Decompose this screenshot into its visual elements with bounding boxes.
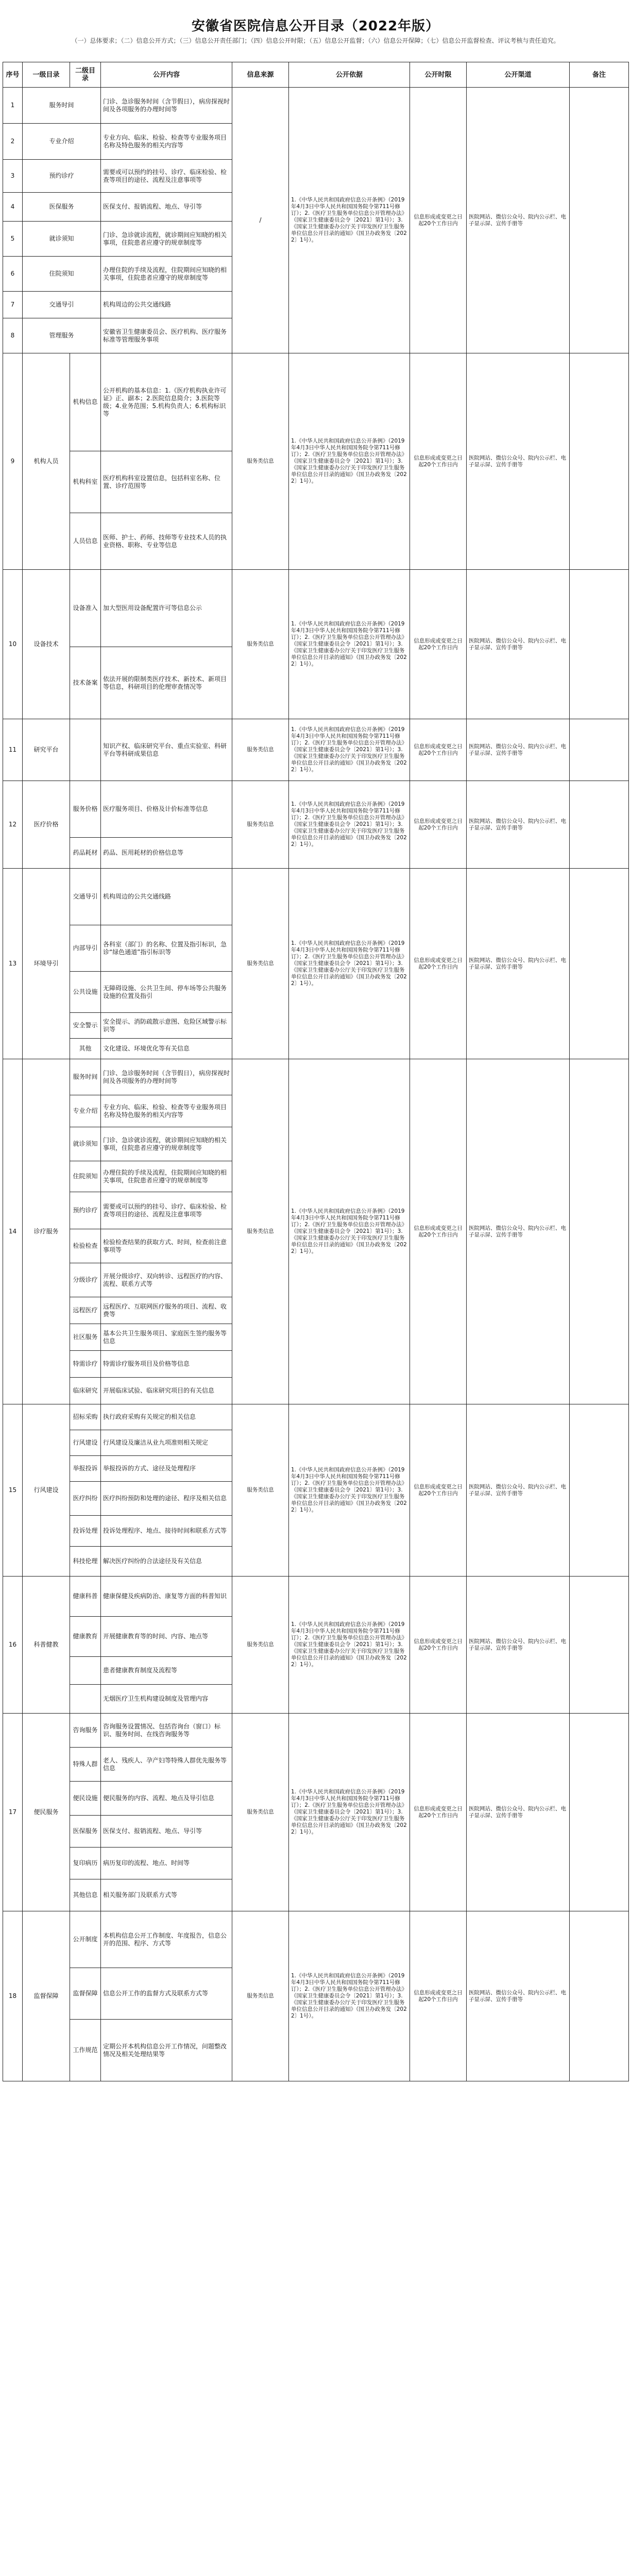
level2-cell: 健康科普 xyxy=(70,1577,101,1617)
row-number: 14 xyxy=(3,1059,23,1404)
content-cell: 公开机构的基本信息：1.《医疗机构执业许可证》正、副本；2.医院信息简介；3.医院等级；4.业务范围；5.机构负责人；6.机构标识等 xyxy=(101,353,232,451)
row-number: 13 xyxy=(3,869,23,1059)
content-cell: 检验检查结果的获取方式、时间，检查前注意事项等 xyxy=(101,1229,232,1263)
content-cell: 远程医疗、互联网医疗服务的项目、流程、收费等 xyxy=(101,1297,232,1324)
table-row xyxy=(3,1577,629,1617)
header-row xyxy=(3,62,629,88)
content-cell: 知识产权、临床研究平台、重点实验室、科研平台等科研成果信息 xyxy=(101,719,232,781)
content-cell: 医师、护士、药师、技师等专业技术人员的执业资格、职称、专业等信息 xyxy=(101,513,232,570)
level1-cell: 机构人员 xyxy=(23,353,70,570)
page-title: 安徽省医院信息公开目录（2022年版） xyxy=(191,19,440,34)
content-cell: 医疗机构科室设置信息，包括科室名称、位置、诊疗范围等 xyxy=(101,451,232,513)
note-cell xyxy=(570,1404,629,1577)
content-cell: 便民服务的内容、流程、地点及导引信息 xyxy=(101,1782,232,1816)
note-cell xyxy=(570,869,629,1059)
level1-cell: 环境导引 xyxy=(23,869,70,1059)
table-row xyxy=(3,88,629,124)
channel-cell: 医院网站、微信公众号、院内公示栏、电子显示屏、宣传手册等 xyxy=(467,570,570,719)
table-row xyxy=(3,1059,629,1095)
header-level1: 一级目录 xyxy=(23,62,70,88)
level2-cell: 便民设施 xyxy=(70,1782,101,1816)
level2-cell: 检验检查 xyxy=(70,1229,101,1263)
time-cell: 信息形成或变更之日起20个工作日内 xyxy=(410,1714,467,1911)
content-cell: 投诉处理程序、地点、接待时间和联系方式等 xyxy=(101,1516,232,1547)
level2-cell: 监督保障 xyxy=(70,1968,101,2020)
basis-cell: 1.《中华人民共和国政府信息公开条例》（2019年4月3日中华人民共和国国务院令第711号修订）；2.《医疗卫生服务单位信息公开管理办法》（国家卫生健康委员会令〔2021〕第1号）；3.《国家卫生健康委办公厅关于印发医疗卫生服务单位信息公开目录的通知》（国卫办政务发〔2022〕1号）。 xyxy=(289,869,410,1059)
level2-cell xyxy=(70,719,101,781)
content-cell: 办理住院的手续及流程，住院期间应知晓的相关事项，住院患者应遵守的规章制度等 xyxy=(101,1161,232,1192)
level1-cell: 住院须知 xyxy=(23,257,101,292)
content-cell: 医疗服务项目、价格及计价标准等信息 xyxy=(101,781,232,838)
content-cell: 门诊、急诊服务时间（含节假日），病房探视时间及各项服务的办理时间等 xyxy=(101,88,232,124)
content-cell: 开展分级诊疗、双向转诊、远程医疗的内容、流程、联系方式等 xyxy=(101,1263,232,1297)
content-cell: 举报投诉的方式、途径及处理程序 xyxy=(101,1456,232,1482)
time-cell: 信息形成或变更之日起20个工作日内 xyxy=(410,1059,467,1404)
basis-cell: 1.《中华人民共和国政府信息公开条例》（2019年4月3日中华人民共和国国务院令第711号修订）；2.《医疗卫生服务单位信息公开管理办法》（国家卫生健康委员会令〔2021〕第1号）；3.《国家卫生健康委办公厅关于印发医疗卫生服务单位信息公开目录的通知》（国卫办政务发〔2022〕1号）。 xyxy=(289,1577,410,1714)
content-cell: 健康保健及疾病防治、康复等方面的科普知识 xyxy=(101,1577,232,1617)
level1-cell: 设备技术 xyxy=(23,570,70,719)
level1-cell: 诊疗服务 xyxy=(23,1059,70,1404)
level2-cell: 行风建设 xyxy=(70,1430,101,1456)
level2-cell: 机构信息 xyxy=(70,353,101,451)
content-cell: 专业方向、临床、检验、检查等专业服务项目名称及特色服务的相关内容等 xyxy=(101,1095,232,1127)
content-cell: 药品、医用耗材的价格信息等 xyxy=(101,838,232,869)
level2-cell: 服务时间 xyxy=(70,1059,101,1095)
source-cell: 服务类信息 xyxy=(232,1404,289,1577)
level2-cell: 分级诊疗 xyxy=(70,1263,101,1297)
content-cell: 机构周边的公共交通线路 xyxy=(101,869,232,925)
time-cell: 信息形成或变更之日起20个工作日内 xyxy=(410,88,467,353)
level2-cell: 药品耗材 xyxy=(70,838,101,869)
level1-cell: 就诊须知 xyxy=(23,222,101,257)
content-cell: 病历复印的流程、地点、时间等 xyxy=(101,1848,232,1879)
table-row xyxy=(3,1911,629,1968)
row-number: 6 xyxy=(3,257,23,292)
content-cell: 医保支付、报销流程、地点、导引等 xyxy=(101,193,232,222)
channel-cell: 医院网站、微信公众号、院内公示栏、电子显示屏、宣传手册等 xyxy=(467,1714,570,1911)
time-cell: 信息形成或变更之日起20个工作日内 xyxy=(410,353,467,570)
level1-cell: 专业介绍 xyxy=(23,124,101,160)
level2-cell: 专业介绍 xyxy=(70,1095,101,1127)
content-cell: 信息公开工作的监督方式及联系方式等 xyxy=(101,1968,232,2020)
level2-cell: 投诉处理 xyxy=(70,1516,101,1547)
level2-cell: 就诊须知 xyxy=(70,1127,101,1161)
note-cell xyxy=(570,570,629,719)
time-cell: 信息形成或变更之日起20个工作日内 xyxy=(410,1577,467,1714)
level2-cell xyxy=(70,1685,101,1714)
header-note: 备注 xyxy=(570,62,629,88)
header-source: 信息来源 xyxy=(232,62,289,88)
table-row xyxy=(3,869,629,925)
content-cell: 加大型医用设备配置许可等信息公示 xyxy=(101,570,232,647)
content-cell: 需要或可以预约的挂号、诊疗、临床检验、检查等项目的途径、流程及注意事项等 xyxy=(101,1192,232,1229)
note-cell xyxy=(570,88,629,353)
level2-cell: 社区服务 xyxy=(70,1324,101,1351)
source-cell: 服务类信息 xyxy=(232,1577,289,1714)
level2-cell: 健康教育 xyxy=(70,1617,101,1657)
time-cell: 信息形成或变更之日起20个工作日内 xyxy=(410,1911,467,2081)
catalog-table xyxy=(3,62,629,2081)
level2-cell: 举报投诉 xyxy=(70,1456,101,1482)
level1-cell: 管理服务 xyxy=(23,318,101,353)
level2-cell xyxy=(70,1657,101,1685)
channel-cell: 医院网站、微信公众号、院内公示栏、电子显示屏、宣传手册等 xyxy=(467,719,570,781)
level2-cell: 技术备案 xyxy=(70,647,101,719)
time-cell: 信息形成或变更之日起20个工作日内 xyxy=(410,1404,467,1577)
time-cell: 信息形成或变更之日起20个工作日内 xyxy=(410,570,467,719)
level2-cell: 预约诊疗 xyxy=(70,1192,101,1229)
content-cell: 机构周边的公共交通线路 xyxy=(101,292,232,318)
row-number: 1 xyxy=(3,88,23,124)
row-number: 7 xyxy=(3,292,23,318)
channel-cell: 医院网站、微信公众号、院内公示栏、电子显示屏、宣传手册等 xyxy=(467,1911,570,2081)
row-number: 10 xyxy=(3,570,23,719)
time-cell: 信息形成或变更之日起20个工作日内 xyxy=(410,869,467,1059)
row-number: 8 xyxy=(3,318,23,353)
content-cell: 基本公共卫生服务项目、家庭医生签约服务等信息 xyxy=(101,1324,232,1351)
table-row xyxy=(3,719,629,781)
basis-cell: 1.《中华人民共和国政府信息公开条例》（2019年4月3日中华人民共和国国务院令第711号修订）；2.《医疗卫生服务单位信息公开管理办法》（国家卫生健康委员会令〔2021〕第1号）；3.《国家卫生健康委办公厅关于印发医疗卫生服务单位信息公开目录的通知》（国卫办政务发〔2022〕1号）。 xyxy=(289,1404,410,1577)
note-cell xyxy=(570,1577,629,1714)
content-cell: 文化建设、环境优化等有关信息 xyxy=(101,1039,232,1059)
header-time: 公开时限 xyxy=(410,62,467,88)
header-content: 公开内容 xyxy=(101,62,232,88)
source-cell: 服务类信息 xyxy=(232,570,289,719)
basis-cell: 1.《中华人民共和国政府信息公开条例》（2019年4月3日中华人民共和国国务院令第711号修订）；2.《医疗卫生服务单位信息公开管理办法》（国家卫生健康委员会令〔2021〕第1号）；3.《国家卫生健康委办公厅关于印发医疗卫生服务单位信息公开目录的通知》（国卫办政务发〔2022〕1号）。 xyxy=(289,781,410,869)
level1-cell: 服务时间 xyxy=(23,88,101,124)
level1-cell: 科普健教 xyxy=(23,1577,70,1714)
level2-cell: 医保服务 xyxy=(70,1816,101,1848)
level2-cell: 机构科室 xyxy=(70,451,101,513)
header-channel: 公开渠道 xyxy=(467,62,570,88)
channel-cell: 医院网站、微信公众号、院内公示栏、电子显示屏、宣传手册等 xyxy=(467,1577,570,1714)
row-number: 16 xyxy=(3,1577,23,1714)
source-cell: 服务类信息 xyxy=(232,869,289,1059)
content-cell: 本机构信息公开工作制度、年度报告，信息公开的范围、程序、方式等 xyxy=(101,1911,232,1968)
content-cell: 执行政府采购有关规定的相关信息 xyxy=(101,1404,232,1430)
header-level2: 二级目录 xyxy=(70,62,101,88)
note-cell xyxy=(570,1714,629,1911)
intro-note: （一）总体要求；（二）信息公开方式；（三）信息公开责任部门；（四）信息公开时限；（五）信息公开监督；（六）信息公开保障；（七）信息公开监督检查、评议考核与责任追究。 xyxy=(71,37,560,44)
channel-cell: 医院网站、微信公众号、院内公示栏、电子显示屏、宣传手册等 xyxy=(467,1059,570,1404)
level2-cell: 公开制度 xyxy=(70,1911,101,1968)
level2-cell: 招标采购 xyxy=(70,1404,101,1430)
level2-cell: 设备准入 xyxy=(70,570,101,647)
row-number: 3 xyxy=(3,160,23,193)
content-cell: 行风建设及廉洁从业九项准则相关规定 xyxy=(101,1430,232,1456)
row-number: 5 xyxy=(3,222,23,257)
row-number: 18 xyxy=(3,1911,23,2081)
content-cell: 办理住院的手续及流程，住院期间应知晓的相关事项，住院患者应遵守的规章制度等 xyxy=(101,257,232,292)
note-cell xyxy=(570,1059,629,1404)
channel-cell: 医院网站、微信公众号、院内公示栏、电子显示屏、宣传手册等 xyxy=(467,1404,570,1577)
source-cell: 服务类信息 xyxy=(232,719,289,781)
row-number: 2 xyxy=(3,124,23,160)
content-cell: 患者健康教育制度及流程等 xyxy=(101,1657,232,1685)
content-cell: 各科室（部门）的名称、位置及指引标识，急诊“绿色通道”指引标识等 xyxy=(101,925,232,972)
table-row xyxy=(3,570,629,647)
basis-cell: 1.《中华人民共和国政府信息公开条例》（2019年4月3日中华人民共和国国务院令第711号修订）；2.《医疗卫生服务单位信息公开管理办法》（国家卫生健康委员会令〔2021〕第1号）；3.《国家卫生健康委办公厅关于印发医疗卫生服务单位信息公开目录的通知》（国卫办政务发〔2022〕1号）。 xyxy=(289,1911,410,2081)
level2-cell: 人员信息 xyxy=(70,513,101,570)
content-cell: 医保支付、报销流程、地点、导引等 xyxy=(101,1816,232,1848)
basis-cell: 1.《中华人民共和国政府信息公开条例》（2019年4月3日中华人民共和国国务院令第711号修订）；2.《医疗卫生服务单位信息公开管理办法》（国家卫生健康委员会令〔2021〕第1号）；3.《国家卫生健康委办公厅关于印发医疗卫生服务单位信息公开目录的通知》（国卫办政务发〔2022〕1号）。 xyxy=(289,1714,410,1911)
content-cell: 定期公开本机构信息公开工作情况，问题整改情况及相关处理结果等 xyxy=(101,2020,232,2081)
level2-cell: 复印病历 xyxy=(70,1848,101,1879)
content-cell: 医疗纠纷预防和处理的途径、程序及相关信息 xyxy=(101,1482,232,1516)
content-cell: 专业方向、临床、检验、检查等专业服务项目名称及特色服务的相关内容等 xyxy=(101,124,232,160)
level1-cell: 监督保障 xyxy=(23,1911,70,2081)
source-cell: 服务类信息 xyxy=(232,353,289,570)
channel-cell: 医院网站、微信公众号、院内公示栏、电子显示屏、宣传手册等 xyxy=(467,353,570,570)
source-cell: 服务类信息 xyxy=(232,1714,289,1911)
basis-cell: 1.《中华人民共和国政府信息公开条例》（2019年4月3日中华人民共和国国务院令第711号修订）；2.《医疗卫生服务单位信息公开管理办法》（国家卫生健康委员会令〔2021〕第1号）；3.《国家卫生健康委办公厅关于印发医疗卫生服务单位信息公开目录的通知》（国卫办政务发〔2022〕1号）。 xyxy=(289,353,410,570)
source-cell: / xyxy=(232,88,289,353)
row-number: 15 xyxy=(3,1404,23,1577)
basis-cell: 1.《中华人民共和国政府信息公开条例》（2019年4月3日中华人民共和国国务院令第711号修订）；2.《医疗卫生服务单位信息公开管理办法》（国家卫生健康委员会令〔2021〕第1号）；3.《国家卫生健康委办公厅关于印发医疗卫生服务单位信息公开目录的通知》（国卫办政务发〔2022〕1号）。 xyxy=(289,570,410,719)
level2-cell: 特殊人群 xyxy=(70,1748,101,1782)
level2-cell: 安全警示 xyxy=(70,1013,101,1039)
content-cell: 开展健康教育等的时间、内容、地点等 xyxy=(101,1617,232,1657)
level2-cell: 临床研究 xyxy=(70,1378,101,1404)
source-cell: 服务类信息 xyxy=(232,1059,289,1404)
level2-cell: 其他信息 xyxy=(70,1879,101,1911)
level2-cell: 工作规范 xyxy=(70,2020,101,2081)
content-cell: 门诊、急诊服务时间（含节假日），病房探视时间及各项服务的办理时间等 xyxy=(101,1059,232,1095)
row-number: 12 xyxy=(3,781,23,869)
level2-cell: 其他 xyxy=(70,1039,101,1059)
content-cell: 无烟医疗卫生机构建设制度及管理内容 xyxy=(101,1685,232,1714)
source-cell: 服务类信息 xyxy=(232,1911,289,2081)
level1-cell: 便民服务 xyxy=(23,1714,70,1911)
row-number: 4 xyxy=(3,193,23,222)
basis-cell: 1.《中华人民共和国政府信息公开条例》（2019年4月3日中华人民共和国国务院令第711号修订）；2.《医疗卫生服务单位信息公开管理办法》（国家卫生健康委员会令〔2021〕第1号）；3.《国家卫生健康委办公厅关于印发医疗卫生服务单位信息公开目录的通知》（国卫办政务发〔2022〕1号）。 xyxy=(289,88,410,353)
row-number: 11 xyxy=(3,719,23,781)
time-cell: 信息形成或变更之日起20个工作日内 xyxy=(410,719,467,781)
note-cell xyxy=(570,781,629,869)
table-row xyxy=(3,353,629,451)
level1-cell: 行风建设 xyxy=(23,1404,70,1577)
source-cell: 服务类信息 xyxy=(232,781,289,869)
table-row xyxy=(3,1404,629,1430)
level2-cell: 住院须知 xyxy=(70,1161,101,1192)
content-cell: 安徽省卫生健康委员会、医疗机构、医疗服务标准等管理服务事项 xyxy=(101,318,232,353)
content-cell: 无障碍设施、公共卫生间、停车场等公共服务设施的位置及指引 xyxy=(101,972,232,1013)
level2-cell: 远程医疗 xyxy=(70,1297,101,1324)
level1-cell: 预约诊疗 xyxy=(23,160,101,193)
channel-cell: 医院网站、微信公众号、院内公示栏、电子显示屏、宣传手册等 xyxy=(467,869,570,1059)
content-cell: 依法开展的限制类医疗技术、新技术、新项目等信息，科研项目的伦理审查情况等 xyxy=(101,647,232,719)
level1-cell: 研究平台 xyxy=(23,719,70,781)
level2-cell: 医疗纠纷 xyxy=(70,1482,101,1516)
note-cell xyxy=(570,1911,629,2081)
channel-cell: 医院网站、微信公众号、院内公示栏、电子显示屏、宣传手册等 xyxy=(467,781,570,869)
content-cell: 特需诊疗服务项目及价格等信息 xyxy=(101,1351,232,1378)
content-cell: 咨询服务设置情况、包括咨询台（窗口）标识、服务时间、在线咨询服务等 xyxy=(101,1714,232,1748)
row-number: 17 xyxy=(3,1714,23,1911)
level2-cell: 服务价格 xyxy=(70,781,101,838)
content-cell: 老人、残疾人、孕产妇等特殊人群优先服务等信息 xyxy=(101,1748,232,1782)
content-cell: 开展临床试验、临床研究项目的有关信息 xyxy=(101,1378,232,1404)
level1-cell: 医疗价格 xyxy=(23,781,70,869)
table-row xyxy=(3,1714,629,1748)
content-cell: 安全提示、消防疏散示意图、危险区域警示标识等 xyxy=(101,1013,232,1039)
basis-cell: 1.《中华人民共和国政府信息公开条例》（2019年4月3日中华人民共和国国务院令第711号修订）；2.《医疗卫生服务单位信息公开管理办法》（国家卫生健康委员会令〔2021〕第1号）；3.《国家卫生健康委办公厅关于印发医疗卫生服务单位信息公开目录的通知》（国卫办政务发〔2022〕1号）。 xyxy=(289,719,410,781)
note-cell xyxy=(570,353,629,570)
level2-cell: 特需诊疗 xyxy=(70,1351,101,1378)
level2-cell: 咨询服务 xyxy=(70,1714,101,1748)
content-cell: 需要或可以预约的挂号、诊疗、临床检验、检查等项目的途径、流程及注意事项等 xyxy=(101,160,232,193)
header-no: 序号 xyxy=(3,62,23,88)
content-cell: 解决医疗纠纷的合法途径及有关信息 xyxy=(101,1547,232,1577)
level2-cell: 公共设施 xyxy=(70,972,101,1013)
content-cell: 相关服务部门及联系方式等 xyxy=(101,1879,232,1911)
basis-cell: 1.《中华人民共和国政府信息公开条例》（2019年4月3日中华人民共和国国务院令第711号修订）；2.《医疗卫生服务单位信息公开管理办法》（国家卫生健康委员会令〔2021〕第1号）；3.《国家卫生健康委办公厅关于印发医疗卫生服务单位信息公开目录的通知》（国卫办政务发〔2022〕1号）。 xyxy=(289,1059,410,1404)
note-cell xyxy=(570,719,629,781)
row-number: 9 xyxy=(3,353,23,570)
content-cell: 门诊、急诊就诊流程，就诊期间应知晓的相关事项，住院患者应遵守的规章制度等 xyxy=(101,222,232,257)
header-basis: 公开依据 xyxy=(289,62,410,88)
level2-cell: 科技伦理 xyxy=(70,1547,101,1577)
table-row xyxy=(3,781,629,838)
time-cell: 信息形成或变更之日起20个工作日内 xyxy=(410,781,467,869)
content-cell: 门诊、急诊就诊流程，就诊期间应知晓的相关事项，住院患者应遵守的规章制度等 xyxy=(101,1127,232,1161)
level1-cell: 医保服务 xyxy=(23,193,101,222)
channel-cell: 医院网站、微信公众号、院内公示栏、电子显示屏、宣传手册等 xyxy=(467,88,570,353)
level2-cell: 内部导引 xyxy=(70,925,101,972)
level2-cell: 交通导引 xyxy=(70,869,101,925)
level1-cell: 交通导引 xyxy=(23,292,101,318)
